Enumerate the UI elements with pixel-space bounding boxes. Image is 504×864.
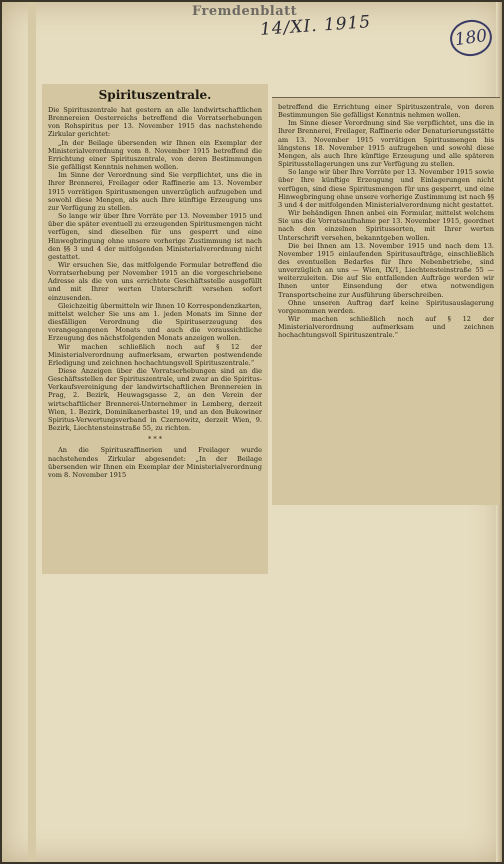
- mounting-strip: [28, 2, 36, 862]
- article-text-right: [278, 103, 494, 340]
- paragraph: Wir machen schließlich noch auf § 12 der Ministerialverordnung aufmerksam und zeichnen hochachtungsvoll Spirituszentrale.“: [278, 315, 494, 340]
- paragraph: So lange wir über Ihre Vorräte per 13. November 1915 und über die später eventuell zu erzeugenden Spiritusmengen nicht verfügen, sind dieselben für uns gesperrt und eine Hinwegbringung ohne unsere vorherige Zustimmung ist nach den §§ 3 und 4 der mitfolgenden Ministerialverordnung nicht gestattet.: [48, 212, 262, 261]
- paragraph: An die Spiritusraffinerien und Freilager wurde nachstehendes Zirkular abgesendet: „In der Beilage übersenden wir Ihnen ein Exemplar der Ministerialverordnung vom 8. November 1915: [48, 446, 262, 479]
- handwritten-number: 180: [448, 17, 495, 58]
- paragraph: Die Spirituszentrale hat gestern an alle landwirtschaftlichen Brennereien Oesterreichs betreffend die Vorratserhebungen von Rohspiritus per 13. November 1915 das nachstehende Zirkular gerichtet:: [48, 106, 262, 139]
- article-title: Spirituszentrale.: [98, 88, 212, 102]
- article-column-left: [42, 84, 268, 574]
- paragraph: Im Sinne dieser Verordnung sind Sie verpflichtet, uns die in Ihrer Brennerei, Freilager, Raffinerie oder Denaturierungsstätte am 13. November 1915 vorrätigen Spiritusmengen bis längstens 18. November 1915 aufzugeben und sowohl diese Mengen, als auch Ihre künftige Erzeugung und alle späteren Spiritusstellagerungen uns zur Verfügung zu stellen.: [278, 119, 494, 169]
- paragraph: Die bei Ihnen am 13. November 1915 und nach dem 13. November 1915 einlaufenden Spiritusaufträge, einschließlich des eventuellen Bedarfes für Ihre Nebenbetriebe, sind unverzüglich an uns — Wien, IX/1, Liechtensteinstraße 55 — weiterzuleiten. Die auf Sie entfallenden Aufträge werden wir Ihnen unter Einsendung der etwa notwendigen Transportscheine zur Ausführung überschreiben.: [278, 241, 494, 299]
- paragraph: So lange wir über Ihre Vorräte per 13. November 1915 sowie über Ihre künftige Erzeugung und Einlagerungen nicht verfügen, sind diese Spiritusmengen für uns gesperrt, und eine Hinwegbringung ohne unsere vorherige Zustimmung ist nach §§ 3 und 4 der mitfolgenden Ministerialverordnung nicht gestattet.: [278, 168, 494, 209]
- paragraph: Wir ersuchen Sie, das mitfolgende Formular betreffend die Vorratserhebung per November 1915 an die vorgeschriebene Adresse als die von uns errichtete Geschäftsstelle ausgefüllt und mit Ihrer werten Unterschrift versehen sofort einzusenden.: [48, 260, 262, 302]
- paragraph: „In der Beilage übersenden wir Ihnen ein Exemplar der Ministerialverordnung vom 8. November 1915 betreffend die Errichtung einer Spirituszentrale, von deren Bestimmungen Sie gefälligst Kenntnis nehmen wollen.: [48, 138, 262, 172]
- article-column-right: [272, 97, 500, 505]
- column-top-rule: [272, 97, 500, 98]
- newspaper-masthead: Fremdenblatt: [192, 4, 298, 19]
- paragraph: Wir machen schließlich noch auf § 12 der Ministerialverordnung aufmerksam, erwarten postwendende Erledigung und zeichnen hochachtungsvoll Spirituszentrale.“: [48, 342, 262, 367]
- handwritten-date: 14/XI. 1915: [259, 12, 372, 40]
- paragraph: Ohne unseren Auftrag darf keine Spiritusauslagerung vorgenommen werden.: [278, 298, 494, 315]
- newspaper-clipping-sheet: [2, 2, 502, 862]
- paragraph: Gleichzeitig übermitteln wir Ihnen 10 Korrespondenzkarten, mittelst welcher Sie uns am 1. jeden Monats im Sinne der diesfälligen Verordnung die Spirituserzeugung des vorangegangenen Monats und auch die voraussichtliche Erzeugung des nächstfolgenden Monats anzeigen wollen.: [48, 301, 262, 343]
- paragraph: betreffend die Errichtung einer Spirituszentrale, von deren Bestimmungen Sie gefälligst Kenntnis nehmen wollen.: [278, 103, 494, 120]
- paragraph: Wir behändigen Ihnen anbei ein Formular, mittelst welchem Sie uns die Vorratsaufnahme per 13. November 1915, geordnet nach den einzelnen Spiritussorten, mit Ihrer werten Unterschrift versehen, bekanntgeben wollen.: [278, 209, 494, 242]
- paragraph: Diese Anzeigen über die Vorratserhebungen sind an die Geschäftsstellen der Spirituszentrale, und zwar an die Spiritus-Verkaufsvereinigung der landwirtschaftlichen Brennereien in Prag, 2. Bezirk, Heuwagsgasse 2, an den Verein der wirtschaftlicher Brennerei-Unternehmer in Lemberg, derzeit Wien, 1. Bezirk, Dominikanerbastei 19, und an den Bukowiner Spiritus-Verwertungsverband in Czernowitz, derzeit Wien, 9. Bezirk, Liechtensteinstraße 55, zu richten.: [48, 367, 262, 433]
- paragraph: Im Sinne der Verordnung sind Sie verpflichtet, uns die in Ihrer Brennerei, Freilager oder Raffinerie am 13. November 1915 vorrätigen Spiritusmengen unverzüglich aufzugeben und sowohl diese Mengen, als auch Ihre künftige Erzeugung uns zur Verfügung zu stellen.: [48, 171, 262, 212]
- section-separator: * * *: [147, 435, 163, 444]
- article-text-left: [48, 106, 262, 479]
